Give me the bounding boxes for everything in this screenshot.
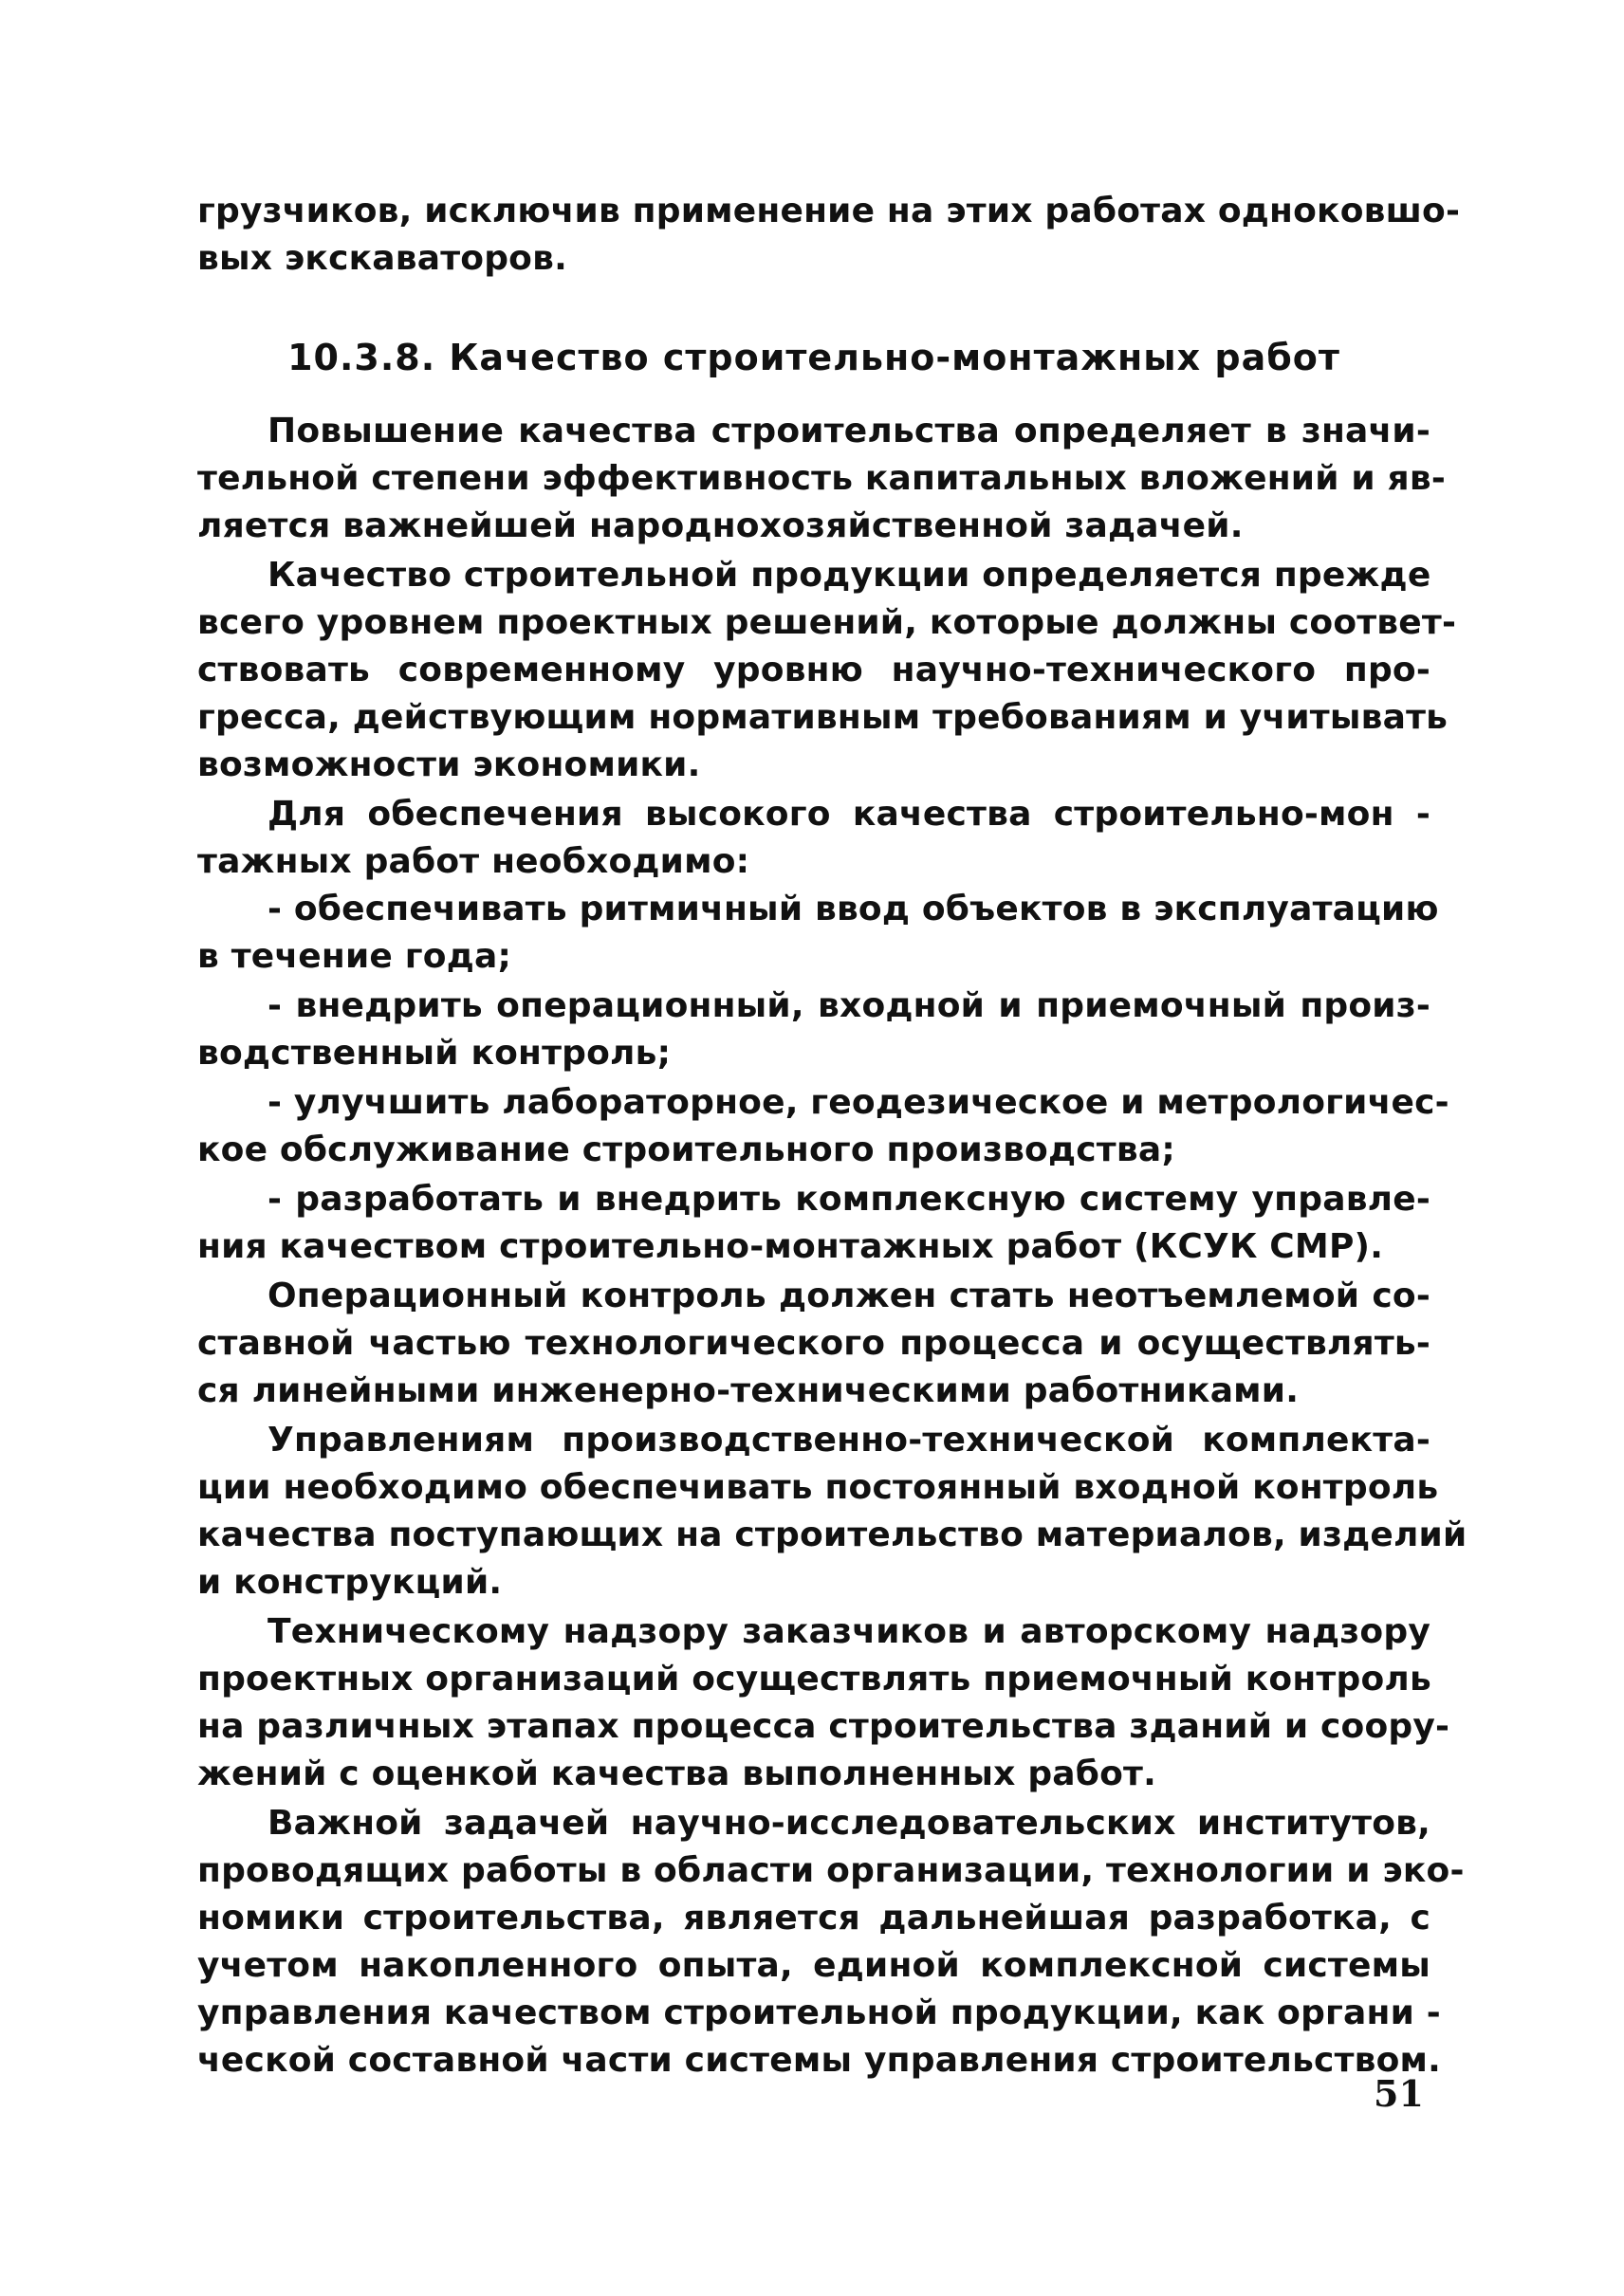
body-line: тажных работ необходимо:	[197, 842, 750, 881]
list-item-line: - улучшить лабораторное, геодезическое и метрологичес-	[268, 1083, 1449, 1122]
body-line: ческой составной части системы управления строительством.	[197, 2041, 1442, 2080]
body-line: Управлениям производственно-технической комплекта-	[268, 1421, 1430, 1460]
list-item-line: кое обслуживание строительного производства;	[197, 1130, 1175, 1169]
body-line: учетом накопленного опыта, единой комплексной системы	[197, 1946, 1430, 1985]
body-line: ся линейными инженерно-техническими работниками.	[197, 1371, 1300, 1410]
body-line: качества поступающих на строительство материалов, изделий	[197, 1515, 1467, 1554]
section-heading: 10.3.8. Качество строительно-монтажных работ	[287, 337, 1340, 378]
body-line: проектных организаций осуществлять приемочный контроль	[197, 1660, 1431, 1699]
body-line: всего уровнем проектных решений, которые должны соответ-	[197, 603, 1457, 642]
body-line: грузчиков, исключив применение на этих работах одноковшо-	[197, 192, 1461, 230]
body-line: Для обеспечения высокого качества строительно-мон -	[268, 795, 1430, 834]
body-line: Важной задачей научно-исследовательских институтов,	[268, 1804, 1430, 1843]
body-line: ставной частью технологического процесса и осуществлять-	[197, 1324, 1430, 1363]
body-line: проводящих работы в области организации, технологии и эко-	[197, 1851, 1465, 1890]
body-line: жений с оценкой качества выполненных работ.	[197, 1754, 1156, 1793]
list-item-line: - обеспечивать ритмичный ввод объектов в эксплуатацию	[268, 890, 1439, 928]
list-item-line: водственный контроль;	[197, 1034, 672, 1073]
body-line: Техническому надзору заказчиков и авторскому надзору	[268, 1612, 1430, 1651]
body-line: Повышение качества строительства определяет в значи-	[268, 412, 1430, 450]
body-line: управления качеством строительной продукции, как органи -	[197, 1993, 1441, 2032]
list-item-line: ния качеством строительно-монтажных работ (КСУК СМР).	[197, 1227, 1384, 1266]
body-line: ствовать современному уровню научно-технического про-	[197, 651, 1430, 689]
body-line: ции необходимо обеспечивать постоянный входной контроль	[197, 1468, 1439, 1507]
body-line: гресса, действующим нормативным требованиям и учитывать	[197, 698, 1449, 737]
body-line: Качество строительной продукции определяется прежде	[268, 556, 1431, 595]
body-line: номики строительства, является дальнейшая разработка, с	[197, 1899, 1430, 1938]
body-line: на различных этапах процесса строительства зданий и соору-	[197, 1707, 1450, 1746]
body-line: Операционный контроль должен стать неотъемлемой со-	[268, 1277, 1430, 1315]
body-line: вых экскаваторов.	[197, 239, 567, 278]
body-line: и конструкций.	[197, 1563, 503, 1602]
list-item-line: - разработать и внедрить комплексную систему управле-	[268, 1180, 1430, 1219]
body-line: тельной степени эффективность капитальных вложений и яв-	[197, 459, 1446, 498]
body-line: возможности экономики.	[197, 745, 701, 784]
text-column	[197, 0, 1467, 2296]
page-number: 51	[1374, 2072, 1424, 2115]
body-line: ляется важнейшей народнохозяйственной задачей.	[197, 506, 1244, 545]
list-item-line: - внедрить операционный, входной и приемочный произ-	[268, 986, 1430, 1025]
list-item-line: в течение года;	[197, 937, 512, 976]
